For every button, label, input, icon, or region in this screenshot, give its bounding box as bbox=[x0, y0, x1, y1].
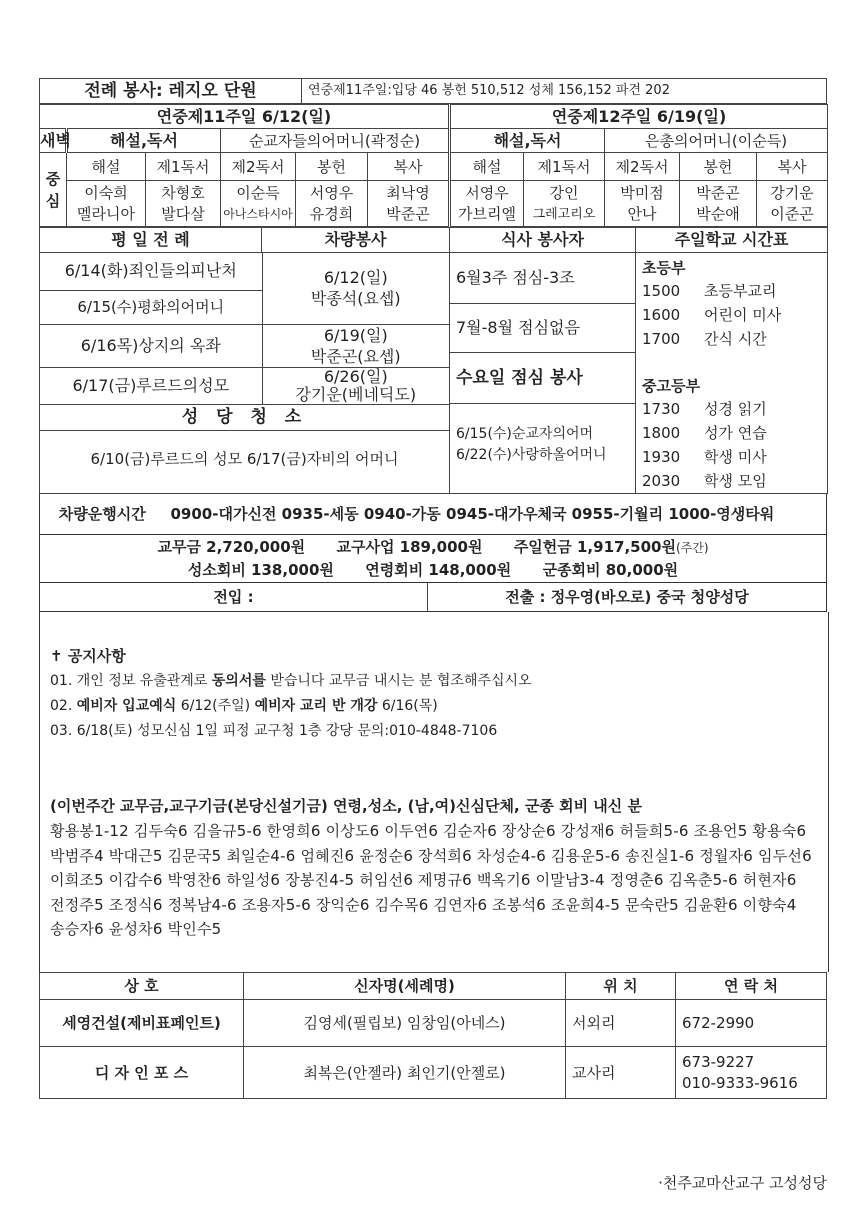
bus-label: 차량운행시간 bbox=[58, 504, 146, 523]
cross-icon: ✝ bbox=[50, 647, 63, 665]
dawn-label: 새벽 bbox=[40, 129, 67, 153]
noon-w2-server: 강기운 이준곤 bbox=[757, 181, 828, 227]
vehicle-item-2: 6/19(일) 박준곤(요셉) bbox=[262, 324, 449, 367]
service-grid bbox=[39, 227, 828, 494]
ads-header-owner: 신자명(세례명) bbox=[244, 973, 566, 1000]
noon-col-reading2-w1: 제2독서 bbox=[221, 153, 296, 181]
bus-schedule bbox=[39, 494, 827, 535]
finance-sunday: 주일헌금 1,917,500원 bbox=[513, 537, 676, 556]
noon-w1-offering: 서영우 유경희 bbox=[296, 181, 368, 227]
transfer-row bbox=[39, 583, 827, 613]
ads-location: 서외리 bbox=[566, 1000, 676, 1047]
cleaning-text: 6/10(금)루르드의 성모 6/17(금)자비의 어머니 bbox=[40, 430, 449, 487]
finance-dues: 교무금 2,720,000원 bbox=[157, 537, 306, 556]
transfer-out: 전출 : 정우영(바오로) 중국 청양성당 bbox=[428, 583, 827, 612]
weekday-title: 평 일 전 례 bbox=[40, 228, 262, 253]
finance-diocese: 교구사업 189,000원 bbox=[336, 537, 483, 556]
noon-w2-offering: 박준곤 박순애 bbox=[680, 181, 757, 227]
ads-row bbox=[40, 1000, 827, 1047]
parish-footer: ·천주교마산교구 고성성당 bbox=[658, 1174, 827, 1192]
ads-shop: 세영건설(제비표페인트) bbox=[40, 1000, 244, 1047]
header-stats: 연중제11주일:입당 46 봉헌 510,512 성체 156,152 파견 202 bbox=[302, 79, 827, 104]
weekday-item-3: 6/16목)상지의 옥좌 bbox=[40, 324, 262, 367]
school-schedule: 초등부 1500 초등부교리 1600 어린이 미사 1700 간식 시간 중고등부 1730 성경 읽기 1800 성가 연습 1930 학생 미사 2030 학생 모임 bbox=[636, 253, 828, 494]
noon-names-row bbox=[40, 181, 828, 227]
noon-label: 중심 bbox=[40, 153, 67, 227]
notice-item-3: 03. 6/18(토) 성모신심 1일 피정 교구청 1층 강당 문의:010-4848-7106 bbox=[50, 723, 498, 739]
noon-w1-commentary: 이숙희 멜라니아 bbox=[67, 181, 146, 227]
noon-header-row bbox=[40, 153, 828, 181]
wed-lunch-items: 6/15(수)순교자의어머 6/22(수)사랑하올어머니 bbox=[450, 403, 635, 486]
week2-title: 연중제12주일 6/19(일) bbox=[450, 105, 828, 129]
vehicle-item-3: 6/26(일) 강기운(베네딕도) bbox=[262, 367, 449, 404]
header-title: 전례 봉사: 레지오 단원 bbox=[40, 79, 302, 104]
notice-item-2: 02. 예비자 입교예식 6/12(주일) 예비자 교리 반 개강 6/16(목) bbox=[50, 698, 438, 714]
noon-col-server-w1: 복사 bbox=[368, 153, 450, 181]
vehicle-title: 차량봉사 bbox=[262, 228, 450, 253]
mass-schedule bbox=[39, 104, 828, 227]
meal-item-1: 6월3주 점심-3조 bbox=[450, 253, 635, 303]
elem-title: 초등부 bbox=[642, 259, 686, 277]
meal-item-2: 7월-8월 점심없음 bbox=[450, 303, 635, 352]
dawn-role-week2: 해설,독서 bbox=[450, 129, 605, 153]
ads-header-shop: 상 호 bbox=[40, 973, 244, 1000]
weekday-item-2: 6/15(수)평화의어머니 bbox=[40, 290, 262, 324]
ads-header-location: 위 치 bbox=[566, 973, 676, 1000]
ads-owner: 최복은(안젤라) 최인기(안젤로) bbox=[244, 1047, 566, 1099]
weekday-item-4: 6/17(금)루르드의성모 bbox=[40, 367, 262, 404]
ads-header-contact: 연 락 처 bbox=[676, 973, 827, 1000]
noon-col-server-w2: 복사 bbox=[757, 153, 828, 181]
noon-col-offering-w2: 봉헌 bbox=[680, 153, 757, 181]
noon-col-reading1-w1: 제1독서 bbox=[146, 153, 221, 181]
finance-funeral: 연령회비 148,000원 bbox=[365, 560, 512, 579]
noon-w1-server: 최낙영 박준곤 bbox=[368, 181, 450, 227]
ads-shop: 디 자 인 포 스 bbox=[40, 1047, 244, 1099]
dues-names: 황용봉1-12 김두숙6 김을규5-6 한영희6 이상도6 이두연6 김순자6 장상순6 강성재6 허들희5-6 조용언5 황용숙6 박범주4 박대근5 김문국5 최일순4-6 엄혜진6 윤정순6 장석희6 차성순4-6 김용운5-6 송진실1-6 정월자6 임두선6 이희조5 이갑수6 박영찬6 하일성6 장봉진4-5 허임선6 제명규6 백옥기6 이말남3-4 정영춘6 김옥춘5-6 허현자6 전정주5 조정식6 정복남4-6 조용자5-6 장익순6 김수목6 김연자6 조봉석6 조윤희4-5 문숙란5 김윤환6 이향숙4 송승자6 윤성차6 박인수5 bbox=[50, 822, 812, 938]
notice-item-1: 01. 개인 정보 유출관계로 동의서를 받습니다 교무금 내시는 분 협조해주십시오 bbox=[50, 673, 532, 689]
weekday-vehicle-block bbox=[40, 253, 449, 487]
finance-summary bbox=[39, 535, 827, 583]
bus-stops: 0900-대가신전 0935-세동 0940-가동 0945-대가우체국 0955-기월리 1000-영생타워 bbox=[170, 504, 775, 523]
noon-w1-reading1: 차형호 발다살 bbox=[146, 181, 221, 227]
transfer-in: 전입 : bbox=[40, 583, 428, 612]
dues-title: (이번주간 교무금,교구기금(본당신설기금) 연령,성소, (남,여)신심단체, 군종 회비 내신 분 bbox=[50, 797, 642, 815]
dawn-role-week1: 해설,독서 bbox=[67, 129, 221, 153]
ads-owner: 김영세(필립보) 임창임(아네스) bbox=[244, 1000, 566, 1047]
noon-col-reading2-w2: 제2독서 bbox=[605, 153, 680, 181]
notice-section bbox=[39, 612, 829, 972]
week1-title: 연중제11주일 6/12(일) bbox=[40, 105, 450, 129]
dawn-group-week2: 은총의어머니(이순득) bbox=[605, 129, 828, 153]
noon-w2-reading2: 박미점 안나 bbox=[605, 181, 680, 227]
wed-lunch-title: 수요일 점심 봉사 bbox=[450, 352, 635, 403]
finance-vocation: 성소회비 138,000원 bbox=[187, 560, 334, 579]
noon-col-offering-w1: 봉헌 bbox=[296, 153, 368, 181]
liturgy-header bbox=[39, 78, 827, 104]
noon-col-commentary-w1: 해설 bbox=[67, 153, 146, 181]
ads-phone: 672-2990 bbox=[676, 1000, 827, 1047]
noon-col-reading1-w2: 제1독서 bbox=[524, 153, 605, 181]
school-title: 주일학교 시간표 bbox=[636, 228, 828, 253]
noon-w2-commentary: 서영우 가브리엘 bbox=[450, 181, 524, 227]
meal-title: 식사 봉사자 bbox=[450, 228, 636, 253]
business-ads bbox=[39, 972, 827, 1099]
mid-title: 중고등부 bbox=[642, 377, 700, 395]
notice-title: ✝ 공지사항 bbox=[50, 647, 126, 665]
ads-location: 교사리 bbox=[566, 1047, 676, 1099]
ads-phone: 673-9227 010-9333-9616 bbox=[676, 1047, 827, 1099]
noon-w1-reading2: 이순득 아나스타시아 bbox=[221, 181, 296, 227]
meal-block bbox=[450, 253, 635, 486]
dawn-group-week1: 순교자들의어머니(곽정순) bbox=[221, 129, 450, 153]
finance-military: 군종회비 80,000원 bbox=[542, 560, 679, 579]
bulletin-top bbox=[39, 78, 827, 612]
cleaning-title: 성 당 청 소 bbox=[40, 404, 449, 430]
vehicle-item-1: 6/12(일) 박종석(요셉) bbox=[262, 253, 449, 324]
finance-sunday-note: (주간) bbox=[675, 540, 709, 555]
ads-row bbox=[40, 1047, 827, 1099]
noon-col-commentary-w2: 해설 bbox=[450, 153, 524, 181]
weekday-item-1: 6/14(화)죄인들의피난처 bbox=[40, 253, 262, 290]
noon-w2-reading1: 강인 그레고리오 bbox=[524, 181, 605, 227]
